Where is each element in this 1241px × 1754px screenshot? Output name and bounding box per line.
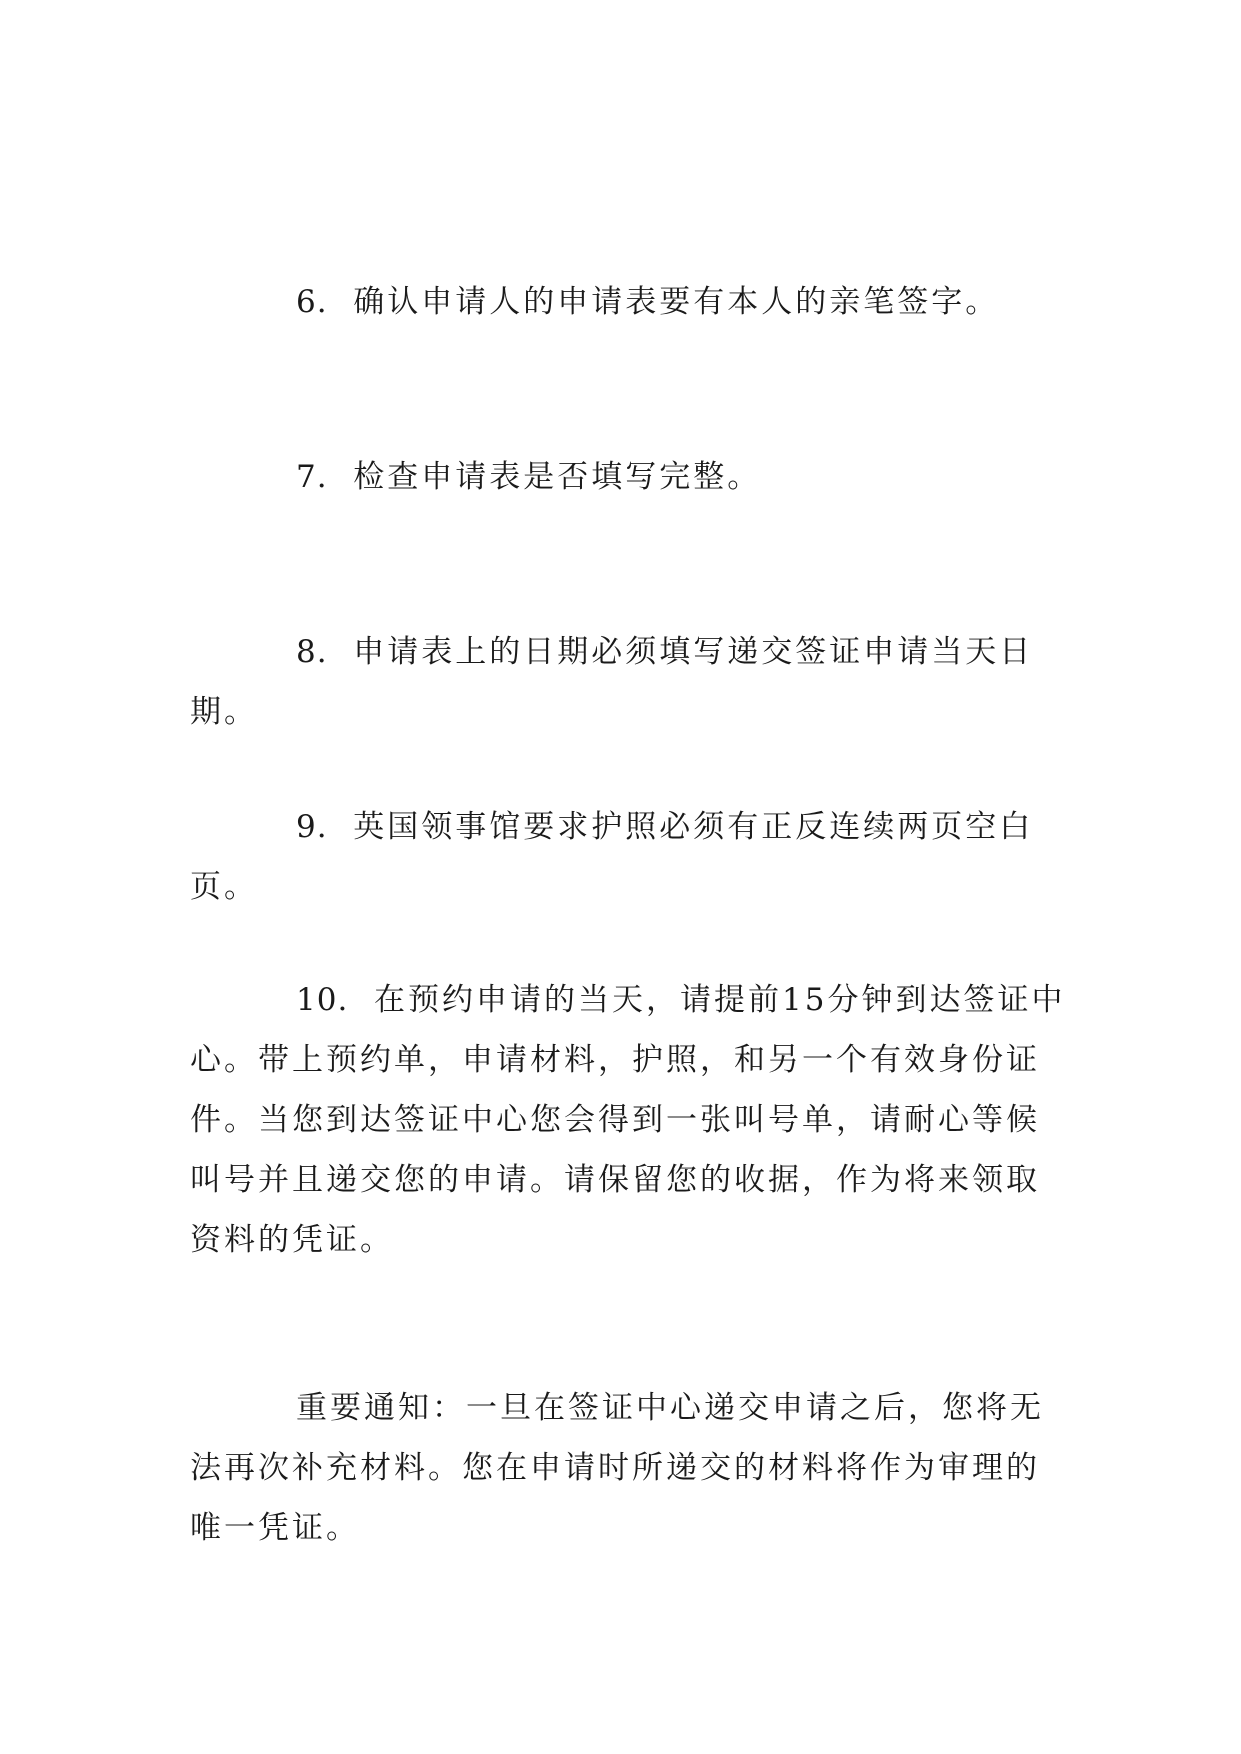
item-number: 9. bbox=[296, 809, 328, 845]
notice-text: 一旦在签证中心递交申请之后，您将无法再次补充材料。您在申请时所递交的材料将作为审理的唯一凭证。 bbox=[190, 1390, 1044, 1546]
item-number: 7. bbox=[296, 459, 328, 495]
item-number: 8. bbox=[296, 634, 328, 670]
notice-label: 重要通知： bbox=[296, 1390, 466, 1426]
item-text: 确认申请人的申请表要有本人的亲笔签字。 bbox=[353, 284, 1000, 320]
list-item-7 bbox=[190, 447, 1070, 507]
list-item-6 bbox=[190, 272, 1070, 332]
item-text: 申请表上的日期必须填写递交签证申请当天日期。 bbox=[190, 634, 1034, 730]
item-number: 10. bbox=[296, 982, 349, 1018]
list-item-10 bbox=[190, 970, 1070, 1270]
list-item-9 bbox=[190, 797, 1070, 917]
item-text: 检查申请表是否填写完整。 bbox=[353, 459, 762, 495]
item-text: 在预约申请的当天，请提前15分钟到达签证中心。带上预约单，申请材料，护照，和另一个有效身份证件。当您到达签证中心您会得到一张叫号单，请耐心等候叫号并且递交您的申请。请保留您的收据，作为将来领取资料的凭证。 bbox=[190, 982, 1066, 1258]
list-item-8 bbox=[190, 622, 1070, 742]
item-text: 英国领事馆要求护照必须有正反连续两页空白页。 bbox=[190, 809, 1034, 905]
item-number: 6. bbox=[296, 284, 328, 320]
important-notice bbox=[190, 1378, 1070, 1558]
